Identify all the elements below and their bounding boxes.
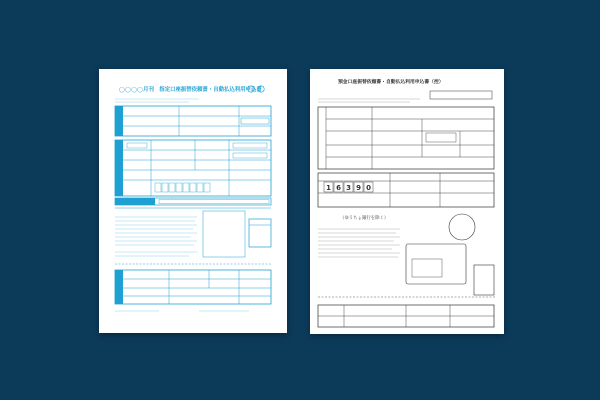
left-digit-cells [155,183,210,192]
left-form-drawing [99,69,287,333]
left-stamp-box [249,219,271,247]
right-stamp-caption: （ゆうちょ銀行を除く） [340,216,389,221]
left-block-bottom-grid [123,270,271,304]
right-form-page [310,69,504,334]
right-date-box [430,91,492,99]
right-notes-text [318,229,400,257]
right-block-main-grid [326,107,494,169]
left-block-bottom [115,270,271,304]
right-side-box [474,265,494,295]
left-block-details [115,140,271,196]
code-digit-5: 0 [366,184,371,192]
right-seal-circle [449,214,475,240]
left-block-account [115,106,271,136]
right-inner-box [406,244,466,284]
right-intro-lines [318,99,420,102]
left-banner-label [115,198,155,205]
code-digit-4: 9 [356,184,361,192]
right-form-title: 預金口座振替依頼書・自動払込利用申込書（控） [338,80,444,85]
left-form-title: ◯◯◯◯月刊 指定口座振替依頼書・自動払込利用申込書 [119,87,262,93]
left-seal-box [203,211,245,257]
right-form-drawing [310,69,504,334]
left-form-page [99,69,287,333]
code-digit-2: 6 [336,184,341,192]
right-block-code [318,173,494,207]
left-block-bottom-tab [115,270,123,304]
left-notes-text [115,217,197,256]
right-block-main [318,107,494,169]
left-intro-lines [115,99,199,102]
code-digit-3: 3 [346,184,351,192]
left-block-details-tab [115,140,123,196]
left-block-account-tab [115,106,123,136]
code-digit-1: 1 [326,184,331,192]
